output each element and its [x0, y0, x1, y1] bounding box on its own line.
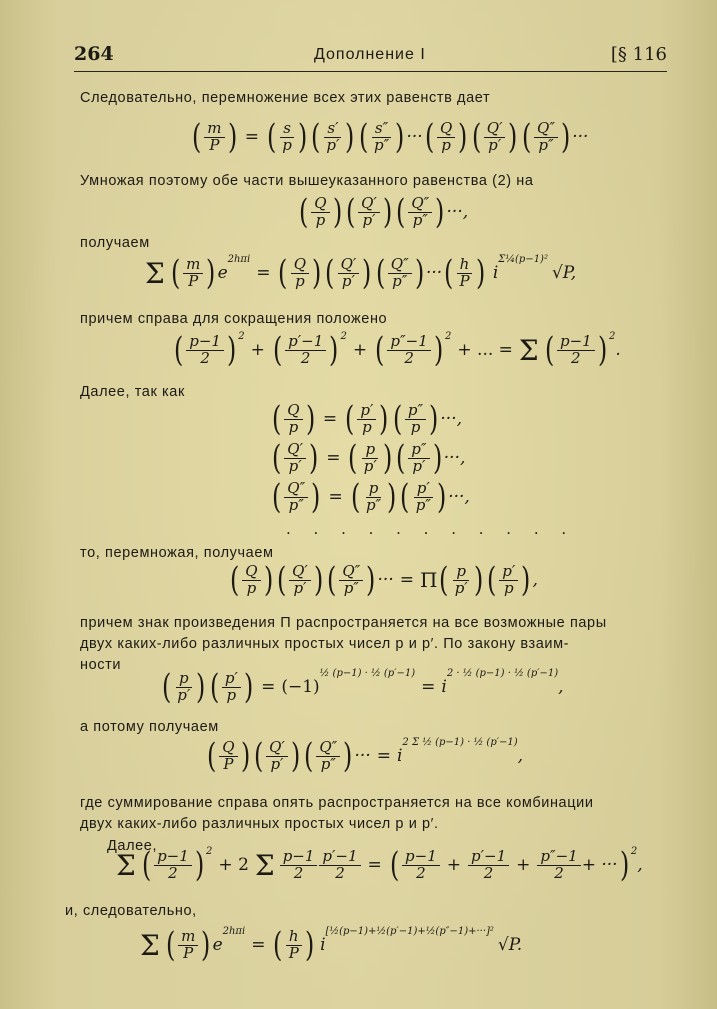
text-line: ности [80, 657, 122, 673]
text-line: двух каких-либо различных простых чисел p и p′. По закону взаим- [80, 636, 570, 652]
formula-relation-2: ( $\frac{Q'}{p'}$ ) = ( $\frac{p}{p'}$ ) ( $\frac{p''}{p'}$ ) ···, [271, 438, 466, 478]
formula-multiplier: ( $\frac{Q}{p}$ ) ( $\frac{Q'}{p'}$ ) ( $\frac{Q''}{p''}$ ) ···, [298, 192, 469, 232]
header-title: Дополнение I [314, 46, 426, 63]
formula-pi-product: ( $\frac{Q}{p}$ ) ( $\frac{Q'}{p'}$ ) ( $\frac{Q''}{p''}$ ) ··· = Π ( $\frac{p}{p'}$ ) ( $\frac{p'}{p}$ ) , [229, 560, 538, 600]
page-number: 264 [74, 43, 114, 65]
text-line: Следовательно, перемножение всех этих равенств дает [80, 90, 491, 106]
text-line: Умножая поэтому обе части вышеуказанного равенства (2) на [80, 173, 534, 189]
formula-product-result: ( $\frac{Q}{P}$ ) ( $\frac{Q'}{p'}$ ) ( $\frac{Q''}{p''}$ ) ··· = i 2 Σ ½ (p−1) · ½ (p′−1) , [206, 736, 524, 776]
text-line: Далее, [107, 838, 158, 854]
formula-reciprocity: ( $\frac{p}{p'}$ ) ( $\frac{p'}{p}$ ) = (−1) ½ (p−1) · ½ (p′−1) = i 2 · ½ (p−1) · ½ (p′−1) , [161, 667, 564, 707]
formula-product: ( $\frac{m}{P}$ ) = ( $\frac{s}{p}$ ) ( $\frac{s'}{p'}$ ) ( $\frac{s''}{p''}$ ) ··· ( $\frac{Q}{p}$ ) ( $\frac{Q'}{p'}$ ) ( $\frac{Q''}{p''}$ ) ··· [191, 117, 589, 157]
section-mark: [§ 116 [610, 44, 667, 65]
text-line: и, следовательно, [65, 903, 197, 919]
text-line: то, перемножая, получаем [80, 545, 274, 561]
text-line: где суммирование справа опять распространяется на все комбинации [80, 795, 594, 811]
text-line: получаем [80, 235, 150, 251]
ellipsis-row: . . . . . . . . . . . [286, 520, 576, 538]
text-line: Далее, так как [80, 384, 185, 400]
text-line: а потому получаем [80, 719, 219, 735]
formula-square-sum: Σ ( $\frac{p-1}{2}$ ) 2 + 2 Σ $\frac{p-1}{2}$ $\frac{p'-1}{2}$ = ( $\frac{p-1}{2}$ + $\frac{p'-1}{2}$ + $\frac{p''-1}{2}$ + ··· ) 2 , [116, 845, 643, 885]
formula-final: Σ ( $\frac{m}{P}$ ) e 2hπi = ( $\frac{h}{P}$ ) i [½(p−1)+½(p′−1)+½(p″−1)+···]² √P. [140, 925, 523, 965]
formula-relation-1: ( $\frac{Q}{p}$ ) = ( $\frac{p'}{p}$ ) ( $\frac{p''}{p}$ ) ···, [271, 399, 463, 439]
formula-relation-3: ( $\frac{Q''}{p''}$ ) = ( $\frac{p}{p''}$ ) ( $\frac{p'}{p''}$ ) ···, [271, 477, 470, 517]
text-line: причем знак произведения Π распространяется на все возможные пары [80, 615, 607, 631]
running-header [74, 43, 667, 72]
text-line: двух каких-либо различных простых чисел p и p′. [80, 816, 439, 832]
formula-abbrev: ( $\frac{p-1}{2}$ ) 2 + ( $\frac{p'-1}{2}$ ) 2 + ( $\frac{p''-1}{2}$ ) 2 + ... = Σ ( $\frac{p-1}{2}$ ) 2 . [173, 330, 621, 370]
text-line: причем справа для сокращения положено [80, 311, 388, 327]
formula-gauss-sum: Σ ( $\frac{m}{P}$ ) e 2hπi = ( $\frac{Q}{p}$ ) ( $\frac{Q'}{p'}$ ) ( $\frac{Q''}{p''}$ ) ··· ( $\frac{h}{P}$ ) i Σ¼(p−1)² √P, [145, 253, 577, 293]
